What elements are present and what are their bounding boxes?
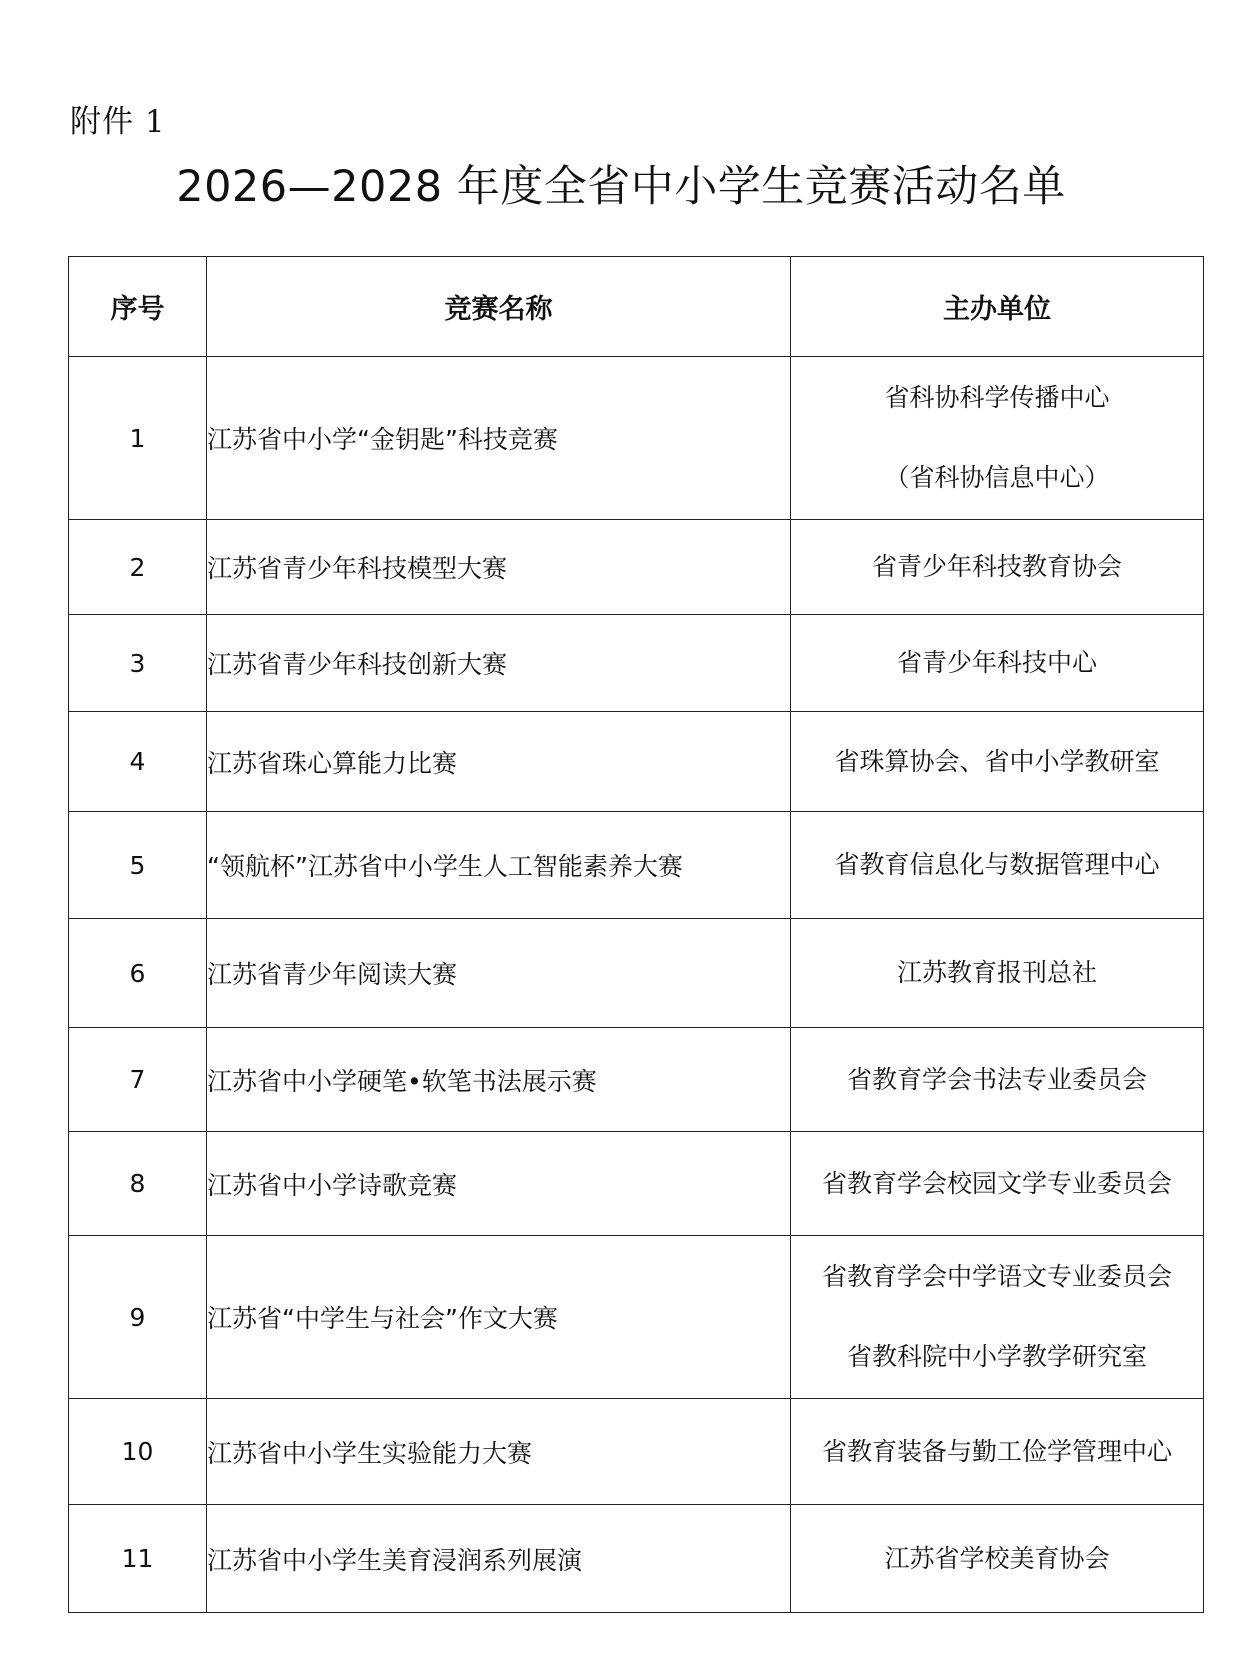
table-row bbox=[69, 1236, 1204, 1399]
competition-name: 江苏省青少年科技模型大赛 bbox=[207, 520, 791, 615]
table-row bbox=[69, 919, 1204, 1028]
competition-name: 江苏省中小学生实验能力大赛 bbox=[207, 1399, 791, 1505]
row-number: 1 bbox=[69, 357, 207, 520]
organizer-cell bbox=[791, 1236, 1204, 1399]
competition-name: 江苏省青少年阅读大赛 bbox=[207, 919, 791, 1028]
organizer-line: 省教育信息化与数据管理中心 bbox=[834, 850, 1160, 879]
competition-name: 江苏省中小学硬笔•软笔书法展示赛 bbox=[207, 1028, 791, 1132]
competition-name: “领航杯”江苏省中小学生人工智能素养大赛 bbox=[207, 812, 791, 919]
organizer-line: 省珠算协会、省中小学教研室 bbox=[834, 746, 1160, 776]
organizer-cell bbox=[791, 919, 1204, 1028]
table-row bbox=[69, 1399, 1204, 1505]
table-row bbox=[69, 615, 1204, 712]
table-row bbox=[69, 520, 1204, 615]
row-number: 2 bbox=[69, 520, 207, 615]
organizer-line: 省科协科学传播中心 bbox=[884, 383, 1110, 412]
organizer-line: 省青少年科技中心 bbox=[896, 648, 1097, 677]
row-number: 10 bbox=[69, 1399, 207, 1505]
organizer-cell bbox=[791, 1505, 1204, 1613]
competition-name: 江苏省青少年科技创新大赛 bbox=[207, 615, 791, 712]
row-number: 4 bbox=[69, 712, 207, 812]
table-row bbox=[69, 1028, 1204, 1132]
table-row bbox=[69, 1132, 1204, 1236]
competition-name: 江苏省中小学生美育浸润系列展演 bbox=[207, 1505, 791, 1613]
organizer-line: 省教育装备与勤工俭学管理中心 bbox=[821, 1436, 1172, 1466]
organizer-line: 江苏教育报刊总社 bbox=[896, 958, 1097, 987]
row-number: 11 bbox=[69, 1505, 207, 1613]
organizer-line: 省教育学会校园文学专业委员会 bbox=[821, 1168, 1172, 1198]
row-number: 7 bbox=[69, 1028, 207, 1132]
header-name: 竞赛名称 bbox=[207, 257, 791, 357]
header-number: 序号 bbox=[69, 257, 207, 357]
competition-name: 江苏省中小学“金钥匙”科技竞赛 bbox=[207, 357, 791, 520]
organizer-line: 省教育学会书法专业委员会 bbox=[846, 1064, 1147, 1094]
table-row bbox=[69, 812, 1204, 919]
competition-name: 江苏省中小学诗歌竞赛 bbox=[207, 1132, 791, 1236]
table-header-row bbox=[69, 257, 1204, 357]
organizer-cell bbox=[791, 615, 1204, 712]
header-organizer: 主办单位 bbox=[791, 257, 1204, 357]
row-number: 6 bbox=[69, 919, 207, 1028]
row-number: 5 bbox=[69, 812, 207, 919]
organizer-line: 省教育学会中学语文专业委员会 bbox=[821, 1262, 1172, 1291]
organizer-cell bbox=[791, 357, 1204, 520]
competition-name: 江苏省珠心算能力比赛 bbox=[207, 712, 791, 812]
organizer-cell bbox=[791, 1132, 1204, 1236]
organizer-cell bbox=[791, 1028, 1204, 1132]
organizer-cell bbox=[791, 712, 1204, 812]
organizer-cell bbox=[791, 520, 1204, 615]
table-row bbox=[69, 357, 1204, 520]
row-number: 9 bbox=[69, 1236, 207, 1399]
attachment-label: 附件 1 bbox=[70, 104, 166, 140]
organizer-line: 江苏省学校美育协会 bbox=[884, 1543, 1110, 1573]
competition-table bbox=[68, 256, 1204, 1613]
row-number: 8 bbox=[69, 1132, 207, 1236]
organizer-cell bbox=[791, 1399, 1204, 1505]
organizer-line: 省教科院中小学教学研究室 bbox=[846, 1342, 1147, 1371]
organizer-line: 省青少年科技教育协会 bbox=[871, 552, 1122, 581]
document-title: 2026—2028 年度全省中小学生竞赛活动名单 bbox=[176, 162, 1066, 212]
table-row bbox=[69, 1505, 1204, 1613]
organizer-cell bbox=[791, 812, 1204, 919]
table-row bbox=[69, 712, 1204, 812]
organizer-line: （省科协信息中心） bbox=[884, 463, 1110, 492]
row-number: 3 bbox=[69, 615, 207, 712]
competition-name: 江苏省“中学生与社会”作文大赛 bbox=[207, 1236, 791, 1399]
